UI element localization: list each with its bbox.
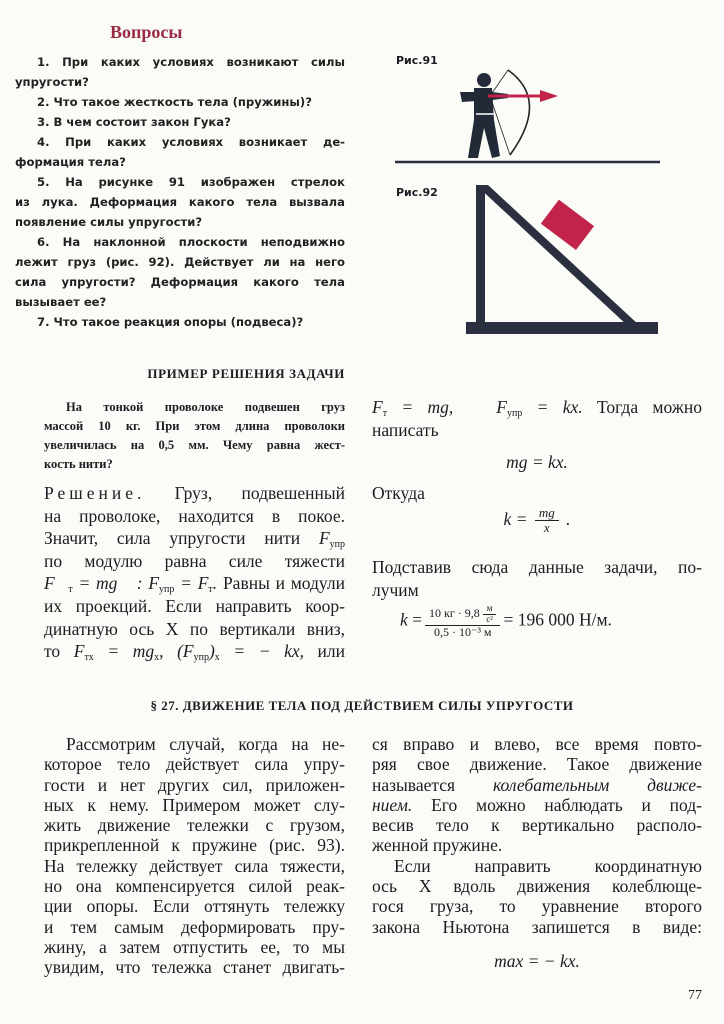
- otkuda: Откуда: [372, 483, 425, 503]
- text-line: гося груза, то уравнение второго: [372, 896, 702, 917]
- vector-f: F⃗: [44, 573, 69, 594]
- eq-gravity: $F⃗_т$ = mg⃗ : $F_{упр} = F_т$.: [44, 573, 218, 595]
- text-line: ось X вдоль движения колеблюще-: [372, 876, 702, 897]
- questions-list: [15, 52, 345, 332]
- text-line: женной пружине.: [372, 835, 503, 856]
- section-heading: § 27. ДВИЖЕНИЕ ТЕЛА ПОД ДЕЙСТВИЕМ СИЛЫ УПРУГОСТИ: [150, 698, 574, 713]
- text-line: весив тело к вертикально располо-: [372, 815, 702, 836]
- figures-illustration: [380, 30, 680, 350]
- text-line: прикрепленной к пружине (рис. 93).: [44, 835, 345, 856]
- solution-word: то: [44, 641, 61, 662]
- eq-ft-fupr: $F_т$ = mg, $F_{упр}$ = kx.: [372, 397, 583, 419]
- text-line: закона Ньютона запишется в виде:: [372, 916, 702, 937]
- unit-den: с²: [486, 613, 493, 624]
- substitute-text: [372, 556, 702, 601]
- text-line: жить движение тележки с грузом,: [44, 815, 345, 836]
- eq-mg-kx: mg = kx.: [506, 452, 568, 472]
- text-line: 3. В чем состоит закон Гука?: [37, 115, 231, 129]
- eq-k: k = $\frac{mg}{x}$ .: [503, 505, 571, 536]
- problem-text: [44, 398, 345, 474]
- fig91-label: Рис.91: [396, 54, 438, 67]
- eq-result: k = 10 кг · 9,8 $\frac{м}{\text{с²}}$ 0,5 · 10⁻³ м = 196 000 Н/м.: [400, 603, 612, 639]
- text-line: 7. Что такое реакция опоры (подвеса)?: [37, 315, 304, 329]
- text-line: увидим, что тележка станет двигать-: [44, 957, 345, 978]
- newton-equation: max = − kx.: [494, 951, 580, 971]
- section-right-text: [372, 734, 702, 937]
- text-line: ных к нему. Примером может слу-: [44, 794, 345, 815]
- text-line: Рассмотрим случай, когда на не-: [66, 734, 345, 754]
- solution-line: на проволоке, находится в покое.: [44, 505, 345, 526]
- fig92-label: Рис.92: [396, 186, 438, 199]
- text-line: которое тело действует сила упру-: [44, 754, 345, 775]
- text-line: формация тела?: [15, 155, 126, 169]
- result-numerator: 10 кг · 9,8: [429, 606, 480, 621]
- text-line: ся вправо и влево, все время повто-: [372, 734, 702, 754]
- var-f: F: [318, 528, 330, 549]
- eq-projection-upr: $(F_{упр})_x$ = − kx,: [177, 641, 304, 663]
- solution-line: по модулю равна силе тяжести: [44, 550, 345, 571]
- text-line: Его можно наблюдать и под-: [431, 794, 702, 815]
- questions-title: Вопросы: [110, 22, 183, 42]
- inclined-plane-figure: [466, 185, 658, 334]
- text-line: 2. Что такое жесткость тела (пружины)?: [37, 95, 312, 109]
- solution-line: их проекций. Если направить коор-: [44, 595, 345, 616]
- text-line: гости и нет других сил, приложен-: [44, 774, 345, 795]
- text-line: и тем самым деформировать пру-: [44, 916, 345, 937]
- unit-num: м: [483, 604, 497, 615]
- text-line: лежит груз (рис. 92). Действует ли на него: [15, 255, 345, 269]
- term-italic: нием.: [372, 794, 413, 815]
- text-line: 6. На наклонной плоскости неподвижно: [37, 235, 345, 249]
- text-line: но она компенсируется силой реак-: [44, 876, 345, 897]
- page-number: 77: [688, 988, 702, 1003]
- solution-line: написать: [372, 419, 439, 440]
- solution-line: динатную ось X по вертикали вниз,: [44, 618, 345, 639]
- text-line: 1. При каких условиях возникают силы: [37, 55, 345, 69]
- text-line: На тонкой проволоке подвешен груз: [66, 400, 345, 414]
- text-line: На тележку действует сила тяжести,: [44, 855, 345, 876]
- example-heading: ПРИМЕР РЕШЕНИЯ ЗАДАЧИ: [147, 366, 345, 381]
- solution-line: Подставив сюда данные задачи, по-: [372, 557, 702, 577]
- result-value: = 196 000 Н/м.: [503, 609, 612, 630]
- text-line: сила упругости? Деформация какого тела: [15, 275, 345, 289]
- solution-right: [372, 396, 702, 441]
- solution-line: Груз, подвешенный: [174, 483, 345, 503]
- text-line: называется: [372, 774, 456, 795]
- text-line: упругости?: [15, 75, 89, 89]
- solution-text: [44, 482, 345, 663]
- text-line: из лука. Деформация какого тела вызвала: [15, 195, 345, 209]
- result-denominator: 0,5 · 10⁻³ м: [433, 624, 492, 639]
- solution-line: Значит, сила упругости нити: [44, 528, 301, 549]
- solution-label: Решение.: [44, 483, 146, 503]
- text-line: 5. На рисунке 91 изображен стрелок: [37, 175, 345, 189]
- solution-line: или: [317, 641, 345, 662]
- solution-line: Тогда можно: [596, 397, 702, 417]
- sub-upr: упр: [329, 539, 345, 550]
- text-line: ции опоры. Если оттянуть тележку: [44, 896, 345, 917]
- text-line: вызывает ее?: [15, 295, 107, 309]
- text-line: кость нити?: [44, 457, 113, 471]
- text-line: ряя свое движение. Такое движение: [372, 754, 702, 775]
- text-line: массой 10 кг. При этом длина проволоки: [44, 419, 345, 433]
- solution-line: Равны и модули: [222, 573, 345, 594]
- text-line: 4. При каких условиях возникает де-: [37, 135, 345, 149]
- text-line: жину, а затем отпустить ее, то мы: [44, 936, 345, 957]
- archer-figure: [395, 70, 660, 162]
- text-line: Если направить координатную: [394, 855, 702, 876]
- section-left-text: [44, 734, 345, 978]
- eq-projection: $F_{тx} = mg_x$,: [73, 641, 164, 663]
- term-italic: колебательным движе-: [492, 774, 702, 795]
- text-line: появление силы упругости?: [15, 215, 203, 229]
- solution-line: лучим: [372, 579, 419, 600]
- text-line: увеличилась на 0,5 мм. Чему равна жест-: [44, 438, 345, 452]
